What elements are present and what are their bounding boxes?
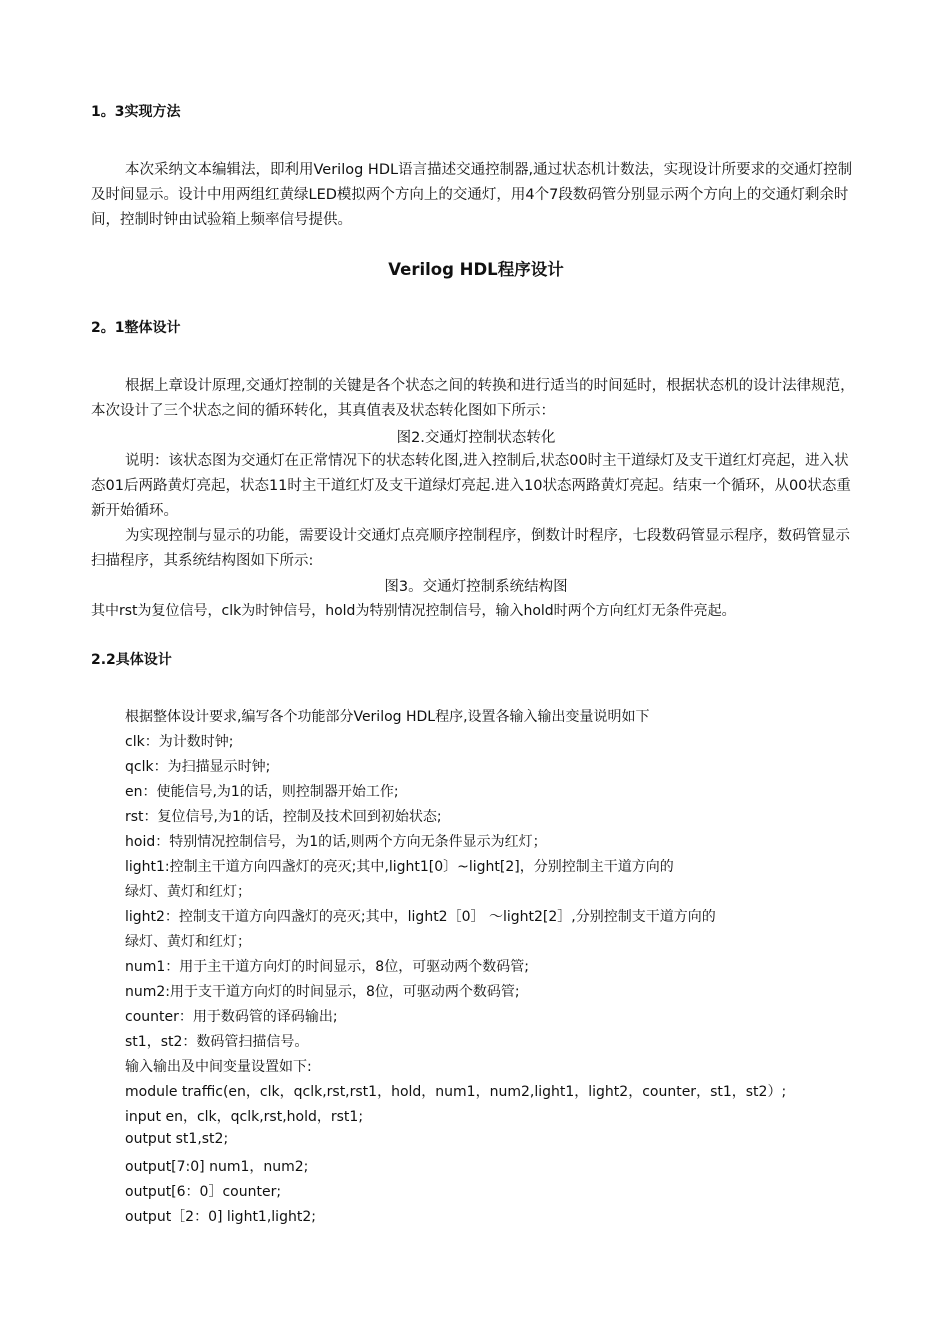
code-line: output［2：0] light1,light2; [125, 1209, 316, 1225]
section-heading-2-2: 2.2具体设计 [91, 652, 172, 668]
chapter-title: Verilog HDL程序设计 [388, 260, 564, 279]
text-line: qclk：为扫描显示时钟; [125, 759, 271, 775]
code-line: output st1,st2; [125, 1131, 229, 1147]
text-line: en：使能信号,为1的话，则控制器开始工作; [125, 784, 399, 800]
code-line: input en，clk，qclk,rst,hold，rst1; [125, 1109, 364, 1125]
text-line: light2：控制支干道方向四盏灯的亮灭;其中，light2［0］ ～light2[2］,分别控制支干道方向的 [125, 909, 716, 925]
code-line: module traffic(en，clk，qclk,rst,rst1，hold，num1，num2,light1，light2，counter，st1，st2）; [125, 1084, 787, 1100]
figure-3-caption: 图3。交通灯控制系统结构图 [384, 579, 568, 595]
text-line: 绿灯、黄灯和红灯； [125, 934, 251, 950]
text-line: st1，st2：数码管扫描信号。 [125, 1034, 309, 1050]
figure-2-caption: 图2.交通灯控制状态转化 [396, 430, 556, 446]
paragraph-system-structure: 为实现控制与显示的功能，需要设计交通灯点亮顺序控制程序，倒数计时程序，七段数码管显示程序，数码管显示扫描程序，其系统结构图如下所示: [91, 528, 850, 569]
code-line: output[6：0］counter; [125, 1184, 282, 1200]
signal-note: 其中rst为复位信号，clk为时钟信号，hold为特别情况控制信号，输入hold时两个方向红灯无条件亮起。 [91, 603, 736, 619]
paragraph-implementation: 本次采纳文本编辑法，即利用Verilog HDL语言描述交通控制器,通过状态机计数法，实现设计所要求的交通灯控制及时间显示。设计中用两组红黄绿LED模拟两个方向上的交通灯，用4个7段数码管分别显示两个方向上的交通灯剩余时间，控制时钟由试验箱上频率信号提供。 [91, 162, 853, 228]
section-heading-2-1: 2。1整体设计 [91, 320, 181, 336]
text-line: hoid：特别情况控制信号，为1的话,则两个方向无条件显示为红灯； [125, 834, 547, 850]
text-line: light1:控制主干道方向四盏灯的亮灭;其中,light1[0〕~light[2]，分别控制主干道方向的 [125, 859, 674, 875]
section-heading-1-3: 1。3实现方法 [91, 104, 181, 120]
paragraph-design-principle: 根据上章设计原理,交通灯控制的关键是各个状态之间的转换和进行适当的时间延时，根据状态机的设计法律规范，本次设计了三个状态之间的循环转化，其真值表及状态转化图如下所示： [91, 378, 855, 419]
text-line: num2:用于支干道方向灯的时间显示，8位，可驱动两个数码管; [125, 984, 520, 1000]
text-line: num1：用于主干道方向灯的时间显示，8位，可驱动两个数码管; [125, 959, 529, 975]
text-line: rst：复位信号,为1的话，控制及技术回到初始状态; [125, 809, 442, 825]
text-line: 根据整体设计要求,编写各个功能部分Verilog HDL程序,设置各输入输出变量说明如下 [125, 709, 650, 725]
text-line: 绿灯、黄灯和红灯； [125, 884, 251, 900]
text-line: clk：为计数时钟; [125, 734, 234, 750]
text-line: counter：用于数码管的译码输出; [125, 1009, 338, 1025]
text-line: 输入输出及中间变量设置如下: [125, 1059, 312, 1075]
code-line: output[7:0] num1，num2; [125, 1159, 309, 1175]
paragraph-state-description: 说明：该状态图为交通灯在正常情况下的状态转化图,进入控制后,状态00时主干道绿灯及支干道红灯亮起，进入状态01后两路黄灯亮起，状态11时主干道红灯及支干道绿灯亮起.进入10状态两路黄灯亮起。结束一个循环，从00状态重新开始循环。 [91, 453, 851, 519]
